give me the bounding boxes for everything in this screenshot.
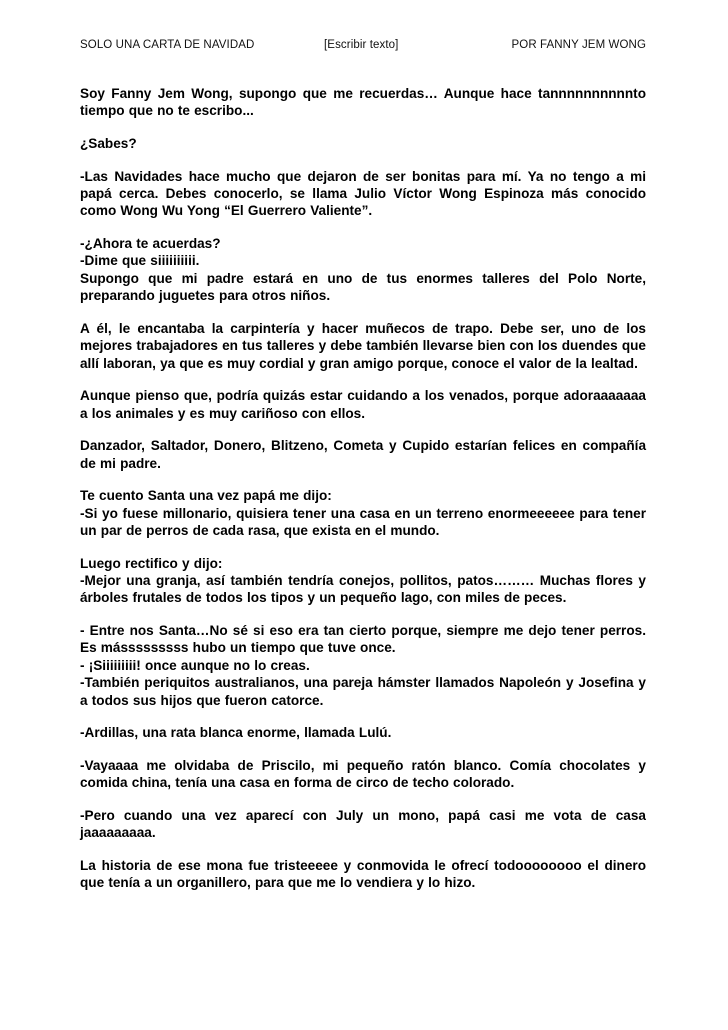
paragraph-line: Soy Fanny Jem Wong, supongo que me recuerdas… Aunque hace tannnnnnnnnnto tiempo que no te escribo... bbox=[80, 86, 646, 119]
paragraph-line: A él, le encantaba la carpintería y hacer muñecos de trapo. Debe ser, uno de los mejores trabajadores en tus talleres y debe también llevarse bien con los duendes que allí laboran, ya que es muy cordial y gran amigo porque, conoce el valor de la lealtad. bbox=[80, 320, 646, 371]
paragraph-line: -¿Ahora te acuerdas? bbox=[80, 236, 221, 251]
paragraph bbox=[80, 857, 646, 892]
paragraph-line: -Dime que siiiiiiiiii. bbox=[80, 253, 200, 269]
header-right-text: POR FANNY JEM WONG bbox=[511, 39, 646, 51]
paragraph-line: -Si yo fuese millonario, quisiera tener una casa en un terreno enormeeeeee para tener un par de perros de cada rasa, que exista en el mundo. bbox=[80, 505, 646, 539]
paragraph-line: -Pero cuando una vez aparecí con July un mono, papá casi me vota de casa jaaaaaaaaa. bbox=[80, 807, 646, 841]
paragraph-line: -También periquitos australianos, una pareja hámster llamados Napoleón y Josefina y a todos sus hijos que fueron catorce. bbox=[80, 675, 646, 708]
page-header bbox=[80, 39, 646, 55]
paragraph-line: Te cuento Santa una vez papá me dijo: bbox=[80, 488, 332, 504]
paragraph bbox=[80, 622, 646, 709]
paragraph bbox=[80, 487, 646, 539]
paragraph-line: -Las Navidades hace mucho que dejaron de ser bonitas para mí. Ya no tengo a mi papá cerca. Debes conocerlo, se llama Julio Víctor Wong Espinoza más conocido como Wong Wu Yong “El Guerrero Valiente”. bbox=[80, 168, 646, 219]
paragraph-line: Aunque pienso que, podría quizás estar cuidando a los venados, porque adoraaaaaaa a los animales y es muy cariñoso con ellos. bbox=[80, 388, 646, 421]
paragraph bbox=[80, 555, 646, 607]
paragraph bbox=[80, 757, 646, 792]
paragraph-line: - Entre nos Santa…No sé si eso era tan cierto porque, siempre me dejo tener perros. Es másssssssss hubo un tiempo que tuve once. bbox=[80, 623, 646, 656]
paragraph-line: -Ardillas, una rata blanca enorme, llamada Lulú. bbox=[80, 725, 392, 741]
letter-body bbox=[80, 85, 646, 907]
paragraph bbox=[80, 168, 646, 220]
paragraph-line: ¿Sabes? bbox=[80, 136, 137, 151]
paragraph-line: - ¡Siiiiiiiii! once aunque no lo creas. bbox=[80, 657, 310, 673]
header-left-text: SOLO UNA CARTA DE NAVIDAD bbox=[80, 39, 255, 51]
paragraph-line: Danzador, Saltador, Donero, Blitzeno, Cometa y Cupido estarían felices en compañía de mi padre. bbox=[80, 438, 646, 471]
paragraph-line: -Vayaaaa me olvidaba de Priscilo, mi pequeño ratón blanco. Comía chocolates y comida china, tenía una casa en forma de circo de techo colorado. bbox=[80, 757, 646, 791]
paragraph bbox=[80, 85, 646, 120]
paragraph bbox=[80, 320, 646, 372]
paragraph-line: Supongo que mi padre estará en uno de tus enormes talleres del Polo Norte, preparando juguetes para otros niños. bbox=[80, 270, 646, 304]
paragraph bbox=[80, 437, 646, 472]
paragraph-line: -Mejor una granja, así también tendría conejos, pollitos, patos……… Muchas flores y árboles frutales de todos los tipos y un pequeño lago, con miles de peces. bbox=[80, 573, 646, 606]
paragraph bbox=[80, 807, 646, 842]
header-center-placeholder[interactable]: [Escribir texto] bbox=[324, 39, 399, 51]
paragraph bbox=[80, 235, 646, 305]
paragraph bbox=[80, 387, 646, 422]
paragraph-line: La historia de ese mona fue tristeeeee y conmovida le ofrecí todoooooooo el dinero que tenía a un organillero, para que me lo vendiera y lo hizo. bbox=[80, 857, 646, 891]
paragraph bbox=[80, 724, 646, 741]
paragraph-line: Luego rectifico y dijo: bbox=[80, 555, 223, 571]
paragraph bbox=[80, 135, 646, 152]
